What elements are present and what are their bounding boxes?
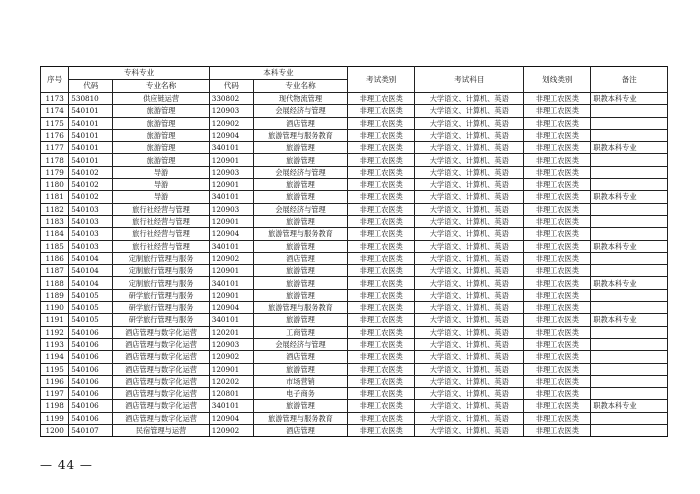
table-header bbox=[41, 67, 668, 93]
cell-line-type: 非理工农医类 bbox=[524, 302, 591, 314]
cell-exam-type: 非理工农医类 bbox=[348, 289, 415, 301]
cell-benke-code: 120904 bbox=[209, 228, 253, 240]
cell-exam-type: 非理工农医类 bbox=[348, 105, 415, 117]
cell-zhuanke-code: 540102 bbox=[69, 179, 113, 191]
cell-zhuanke-name: 酒店管理与数字化运营 bbox=[113, 388, 209, 400]
cell-zhuanke-code: 540102 bbox=[69, 166, 113, 178]
cell-exam-type: 非理工农医类 bbox=[348, 252, 415, 264]
cell-benke-name: 会展经济与管理 bbox=[253, 105, 347, 117]
cell-seq: 1179 bbox=[41, 166, 69, 178]
cell-seq: 1184 bbox=[41, 228, 69, 240]
table-row bbox=[41, 179, 668, 191]
cell-remark bbox=[591, 252, 668, 264]
table-row bbox=[41, 400, 668, 412]
cell-benke-code: 120901 bbox=[209, 215, 253, 227]
cell-remark bbox=[591, 265, 668, 277]
table-row bbox=[41, 93, 668, 105]
cell-benke-code: 120903 bbox=[209, 166, 253, 178]
table-row bbox=[41, 326, 668, 338]
cell-benke-code: 120904 bbox=[209, 302, 253, 314]
cell-benke-code: 120901 bbox=[209, 179, 253, 191]
cell-seq: 1180 bbox=[41, 179, 69, 191]
cell-zhuanke-code: 540101 bbox=[69, 105, 113, 117]
cell-line-type: 非理工农医类 bbox=[524, 338, 591, 350]
cell-exam-type: 非理工农医类 bbox=[348, 203, 415, 215]
cell-line-type: 非理工农医类 bbox=[524, 228, 591, 240]
cell-zhuanke-code: 540103 bbox=[69, 203, 113, 215]
cell-line-type: 非理工农医类 bbox=[524, 240, 591, 252]
table-body bbox=[41, 93, 668, 437]
cell-exam-type: 非理工农医类 bbox=[348, 142, 415, 154]
table-row bbox=[41, 203, 668, 215]
cell-line-type: 非理工农医类 bbox=[524, 203, 591, 215]
table-row bbox=[41, 412, 668, 424]
cell-remark bbox=[591, 388, 668, 400]
cell-zhuanke-code: 540101 bbox=[69, 154, 113, 166]
cell-exam-type: 非理工农医类 bbox=[348, 277, 415, 289]
cell-zhuanke-name: 研学旅行管理与服务 bbox=[113, 314, 209, 326]
cell-benke-code: 120901 bbox=[209, 154, 253, 166]
cell-remark bbox=[591, 203, 668, 215]
cell-zhuanke-code: 540104 bbox=[69, 252, 113, 264]
cell-remark bbox=[591, 166, 668, 178]
cell-line-type: 非理工农医类 bbox=[524, 289, 591, 301]
cell-zhuanke-code: 540101 bbox=[69, 142, 113, 154]
cell-benke-name: 旅游管理 bbox=[253, 314, 347, 326]
cell-zhuanke-name: 酒店管理与数字化运营 bbox=[113, 351, 209, 363]
cell-exam-type: 非理工农医类 bbox=[348, 302, 415, 314]
table-row bbox=[41, 129, 668, 141]
cell-seq: 1178 bbox=[41, 154, 69, 166]
cell-zhuanke-code: 540103 bbox=[69, 228, 113, 240]
cell-remark bbox=[591, 117, 668, 129]
table-row bbox=[41, 228, 668, 240]
cell-seq: 1173 bbox=[41, 93, 69, 105]
cell-zhuanke-code: 540103 bbox=[69, 215, 113, 227]
cell-exam-subjects: 大学语文、计算机、英语 bbox=[415, 351, 524, 363]
cell-exam-subjects: 大学语文、计算机、英语 bbox=[415, 338, 524, 350]
cell-exam-type: 非理工农医类 bbox=[348, 129, 415, 141]
cell-zhuanke-name: 酒店管理与数字化运营 bbox=[113, 326, 209, 338]
cell-remark bbox=[591, 363, 668, 375]
cell-line-type: 非理工农医类 bbox=[524, 117, 591, 129]
cell-exam-type: 非理工农医类 bbox=[348, 265, 415, 277]
cell-zhuanke-code: 540106 bbox=[69, 351, 113, 363]
cell-line-type: 非理工农医类 bbox=[524, 314, 591, 326]
cell-line-type: 非理工农医类 bbox=[524, 142, 591, 154]
cell-remark: 职教本科专业 bbox=[591, 277, 668, 289]
cell-zhuanke-name: 酒店管理与数字化运营 bbox=[113, 338, 209, 350]
cell-remark: 职教本科专业 bbox=[591, 240, 668, 252]
cell-zhuanke-name: 旅行社经营与管理 bbox=[113, 228, 209, 240]
cell-benke-name: 旅游管理与服务教育 bbox=[253, 302, 347, 314]
table-row bbox=[41, 375, 668, 387]
cell-exam-type: 非理工农医类 bbox=[348, 314, 415, 326]
table-row bbox=[41, 166, 668, 178]
cell-exam-subjects: 大学语文、计算机、英语 bbox=[415, 240, 524, 252]
cell-zhuanke-name: 研学旅行管理与服务 bbox=[113, 289, 209, 301]
cell-remark: 职教本科专业 bbox=[591, 191, 668, 203]
cell-line-type: 非理工农医类 bbox=[524, 215, 591, 227]
cell-benke-code: 120902 bbox=[209, 425, 253, 437]
table-row bbox=[41, 425, 668, 437]
cell-zhuanke-name: 研学旅行管理与服务 bbox=[113, 302, 209, 314]
cell-exam-subjects: 大学语文、计算机、英语 bbox=[415, 129, 524, 141]
cell-remark bbox=[591, 412, 668, 424]
cell-seq: 1195 bbox=[41, 363, 69, 375]
table-row bbox=[41, 277, 668, 289]
cell-exam-subjects: 大学语文、计算机、英语 bbox=[415, 154, 524, 166]
cell-exam-subjects: 大学语文、计算机、英语 bbox=[415, 179, 524, 191]
cell-exam-subjects: 大学语文、计算机、英语 bbox=[415, 425, 524, 437]
cell-exam-subjects: 大学语文、计算机、英语 bbox=[415, 215, 524, 227]
cell-seq: 1185 bbox=[41, 240, 69, 252]
cell-zhuanke-code: 540104 bbox=[69, 265, 113, 277]
cell-zhuanke-name: 定制旅行管理与服务 bbox=[113, 252, 209, 264]
cell-line-type: 非理工农医类 bbox=[524, 129, 591, 141]
cell-zhuanke-name: 旅行社经营与管理 bbox=[113, 203, 209, 215]
header-benke: 本科专业 bbox=[209, 67, 347, 80]
cell-remark bbox=[591, 289, 668, 301]
cell-remark bbox=[591, 326, 668, 338]
cell-exam-type: 非理工农医类 bbox=[348, 228, 415, 240]
cell-benke-name: 会展经济与管理 bbox=[253, 203, 347, 215]
table-row bbox=[41, 289, 668, 301]
cell-seq: 1196 bbox=[41, 375, 69, 387]
cell-exam-type: 非理工农医类 bbox=[348, 166, 415, 178]
cell-benke-name: 旅游管理 bbox=[253, 240, 347, 252]
cell-exam-type: 非理工农医类 bbox=[348, 154, 415, 166]
cell-exam-subjects: 大学语文、计算机、英语 bbox=[415, 277, 524, 289]
header-exam-subjects: 考试科目 bbox=[415, 67, 524, 93]
cell-exam-subjects: 大学语文、计算机、英语 bbox=[415, 363, 524, 375]
header-zhuanke-code: 代码 bbox=[69, 80, 113, 93]
cell-remark: 职教本科专业 bbox=[591, 400, 668, 412]
cell-seq: 1198 bbox=[41, 400, 69, 412]
cell-seq: 1187 bbox=[41, 265, 69, 277]
cell-exam-subjects: 大学语文、计算机、英语 bbox=[415, 289, 524, 301]
cell-benke-name: 旅游管理与服务教育 bbox=[253, 228, 347, 240]
cell-exam-type: 非理工农医类 bbox=[348, 425, 415, 437]
cell-seq: 1181 bbox=[41, 191, 69, 203]
cell-exam-type: 非理工农医类 bbox=[348, 363, 415, 375]
cell-zhuanke-name: 旅游管理 bbox=[113, 117, 209, 129]
cell-benke-name: 酒店管理 bbox=[253, 351, 347, 363]
cell-line-type: 非理工农医类 bbox=[524, 265, 591, 277]
cell-seq: 1199 bbox=[41, 412, 69, 424]
table-row bbox=[41, 105, 668, 117]
cell-exam-type: 非理工农医类 bbox=[348, 338, 415, 350]
cell-zhuanke-code: 540105 bbox=[69, 302, 113, 314]
cell-zhuanke-code: 540106 bbox=[69, 400, 113, 412]
header-remark: 备注 bbox=[591, 67, 668, 93]
cell-line-type: 非理工农医类 bbox=[524, 252, 591, 264]
cell-zhuanke-name: 旅游管理 bbox=[113, 105, 209, 117]
cell-zhuanke-name: 旅行社经营与管理 bbox=[113, 240, 209, 252]
cell-benke-name: 旅游管理 bbox=[253, 289, 347, 301]
cell-line-type: 非理工农医类 bbox=[524, 105, 591, 117]
cell-benke-name: 工商管理 bbox=[253, 326, 347, 338]
cell-zhuanke-name: 酒店管理与数字化运营 bbox=[113, 400, 209, 412]
cell-zhuanke-code: 540106 bbox=[69, 375, 113, 387]
cell-line-type: 非理工农医类 bbox=[524, 93, 591, 105]
cell-benke-name: 酒店管理 bbox=[253, 425, 347, 437]
table-row bbox=[41, 351, 668, 363]
table-row bbox=[41, 265, 668, 277]
cell-seq: 1188 bbox=[41, 277, 69, 289]
cell-zhuanke-code: 540106 bbox=[69, 326, 113, 338]
cell-zhuanke-name: 供应链运营 bbox=[113, 93, 209, 105]
cell-line-type: 非理工农医类 bbox=[524, 363, 591, 375]
cell-benke-code: 340101 bbox=[209, 142, 253, 154]
cell-remark bbox=[591, 375, 668, 387]
cell-exam-subjects: 大学语文、计算机、英语 bbox=[415, 412, 524, 424]
cell-remark bbox=[591, 105, 668, 117]
cell-line-type: 非理工农医类 bbox=[524, 166, 591, 178]
cell-zhuanke-code: 540107 bbox=[69, 425, 113, 437]
cell-exam-type: 非理工农医类 bbox=[348, 93, 415, 105]
cell-remark bbox=[591, 154, 668, 166]
cell-remark bbox=[591, 129, 668, 141]
cell-zhuanke-name: 酒店管理与数字化运营 bbox=[113, 363, 209, 375]
cell-seq: 1186 bbox=[41, 252, 69, 264]
cell-benke-code: 340101 bbox=[209, 240, 253, 252]
cell-line-type: 非理工农医类 bbox=[524, 326, 591, 338]
table-row bbox=[41, 240, 668, 252]
cell-exam-subjects: 大学语文、计算机、英语 bbox=[415, 375, 524, 387]
cell-line-type: 非理工农医类 bbox=[524, 412, 591, 424]
cell-exam-subjects: 大学语文、计算机、英语 bbox=[415, 400, 524, 412]
cell-seq: 1194 bbox=[41, 351, 69, 363]
cell-benke-code: 120904 bbox=[209, 129, 253, 141]
cell-zhuanke-name: 旅游管理 bbox=[113, 129, 209, 141]
cell-remark: 职教本科专业 bbox=[591, 314, 668, 326]
cell-benke-name: 酒店管理 bbox=[253, 252, 347, 264]
cell-seq: 1189 bbox=[41, 289, 69, 301]
cell-seq: 1192 bbox=[41, 326, 69, 338]
cell-benke-code: 120902 bbox=[209, 252, 253, 264]
cell-benke-code: 120902 bbox=[209, 351, 253, 363]
cell-seq: 1193 bbox=[41, 338, 69, 350]
cell-exam-type: 非理工农医类 bbox=[348, 117, 415, 129]
cell-line-type: 非理工农医类 bbox=[524, 375, 591, 387]
cell-benke-name: 旅游管理与服务教育 bbox=[253, 129, 347, 141]
cell-zhuanke-name: 旅游管理 bbox=[113, 154, 209, 166]
cell-line-type: 非理工农医类 bbox=[524, 154, 591, 166]
cell-seq: 1182 bbox=[41, 203, 69, 215]
cell-benke-name: 酒店管理 bbox=[253, 117, 347, 129]
cell-zhuanke-code: 540106 bbox=[69, 388, 113, 400]
cell-exam-subjects: 大学语文、计算机、英语 bbox=[415, 302, 524, 314]
cell-remark bbox=[591, 179, 668, 191]
cell-zhuanke-name: 导游 bbox=[113, 191, 209, 203]
header-seq: 序号 bbox=[41, 67, 69, 93]
cell-seq: 1177 bbox=[41, 142, 69, 154]
cell-exam-subjects: 大学语文、计算机、英语 bbox=[415, 314, 524, 326]
cell-benke-name: 旅游管理 bbox=[253, 277, 347, 289]
cell-benke-code: 120904 bbox=[209, 412, 253, 424]
cell-exam-subjects: 大学语文、计算机、英语 bbox=[415, 93, 524, 105]
cell-remark bbox=[591, 215, 668, 227]
cell-remark bbox=[591, 302, 668, 314]
cell-seq: 1174 bbox=[41, 105, 69, 117]
header-benke-code: 代码 bbox=[209, 80, 253, 93]
cell-remark bbox=[591, 338, 668, 350]
cell-benke-code: 340101 bbox=[209, 191, 253, 203]
header-line-type: 划线类别 bbox=[524, 67, 591, 93]
page-number: — 44 — bbox=[40, 458, 93, 472]
cell-exam-subjects: 大学语文、计算机、英语 bbox=[415, 388, 524, 400]
cell-benke-name: 旅游管理 bbox=[253, 400, 347, 412]
cell-benke-name: 旅游管理 bbox=[253, 154, 347, 166]
cell-exam-type: 非理工农医类 bbox=[348, 412, 415, 424]
cell-zhuanke-code: 540106 bbox=[69, 412, 113, 424]
cell-line-type: 非理工农医类 bbox=[524, 191, 591, 203]
cell-benke-code: 120901 bbox=[209, 289, 253, 301]
cell-benke-name: 会展经济与管理 bbox=[253, 338, 347, 350]
cell-exam-type: 非理工农医类 bbox=[348, 400, 415, 412]
cell-benke-code: 120903 bbox=[209, 338, 253, 350]
cell-benke-name: 会展经济与管理 bbox=[253, 166, 347, 178]
cell-exam-subjects: 大学语文、计算机、英语 bbox=[415, 105, 524, 117]
major-mapping-table bbox=[40, 66, 668, 437]
cell-seq: 1191 bbox=[41, 314, 69, 326]
cell-benke-code: 120901 bbox=[209, 363, 253, 375]
table-row bbox=[41, 302, 668, 314]
cell-seq: 1183 bbox=[41, 215, 69, 227]
cell-zhuanke-name: 酒店管理与数字化运营 bbox=[113, 412, 209, 424]
cell-benke-code: 120901 bbox=[209, 265, 253, 277]
cell-benke-code: 120202 bbox=[209, 375, 253, 387]
cell-zhuanke-code: 540101 bbox=[69, 129, 113, 141]
cell-benke-name: 市场营销 bbox=[253, 375, 347, 387]
cell-exam-subjects: 大学语文、计算机、英语 bbox=[415, 228, 524, 240]
cell-zhuanke-name: 民宿管理与运营 bbox=[113, 425, 209, 437]
cell-zhuanke-name: 导游 bbox=[113, 166, 209, 178]
cell-exam-subjects: 大学语文、计算机、英语 bbox=[415, 265, 524, 277]
cell-zhuanke-name: 酒店管理与数字化运营 bbox=[113, 375, 209, 387]
table-row bbox=[41, 191, 668, 203]
cell-zhuanke-code: 540105 bbox=[69, 289, 113, 301]
cell-exam-type: 非理工农医类 bbox=[348, 388, 415, 400]
cell-exam-subjects: 大学语文、计算机、英语 bbox=[415, 203, 524, 215]
cell-zhuanke-code: 540104 bbox=[69, 277, 113, 289]
cell-zhuanke-name: 定制旅行管理与服务 bbox=[113, 265, 209, 277]
cell-benke-name: 旅游管理与服务教育 bbox=[253, 412, 347, 424]
cell-seq: 1197 bbox=[41, 388, 69, 400]
cell-exam-type: 非理工农医类 bbox=[348, 375, 415, 387]
cell-line-type: 非理工农医类 bbox=[524, 179, 591, 191]
cell-exam-subjects: 大学语文、计算机、英语 bbox=[415, 117, 524, 129]
header-zhuanke: 专科专业 bbox=[69, 67, 209, 80]
cell-zhuanke-code: 540106 bbox=[69, 363, 113, 375]
cell-benke-code: 120903 bbox=[209, 105, 253, 117]
cell-line-type: 非理工农医类 bbox=[524, 388, 591, 400]
cell-seq: 1176 bbox=[41, 129, 69, 141]
cell-exam-type: 非理工农医类 bbox=[348, 191, 415, 203]
header-benke-name: 专业名称 bbox=[253, 80, 347, 93]
cell-line-type: 非理工农医类 bbox=[524, 400, 591, 412]
cell-benke-code: 340101 bbox=[209, 400, 253, 412]
cell-remark bbox=[591, 228, 668, 240]
cell-zhuanke-name: 旅游管理 bbox=[113, 142, 209, 154]
header-zhuanke-name: 专业名称 bbox=[113, 80, 209, 93]
cell-benke-code: 120902 bbox=[209, 117, 253, 129]
cell-remark bbox=[591, 425, 668, 437]
table-row bbox=[41, 388, 668, 400]
cell-benke-code: 120903 bbox=[209, 203, 253, 215]
table-row bbox=[41, 117, 668, 129]
cell-exam-type: 非理工农医类 bbox=[348, 351, 415, 363]
table-row bbox=[41, 252, 668, 264]
cell-seq: 1175 bbox=[41, 117, 69, 129]
cell-exam-type: 非理工农医类 bbox=[348, 326, 415, 338]
table-row bbox=[41, 338, 668, 350]
cell-exam-subjects: 大学语文、计算机、英语 bbox=[415, 326, 524, 338]
cell-benke-name: 旅游管理 bbox=[253, 363, 347, 375]
cell-zhuanke-name: 定制旅行管理与服务 bbox=[113, 277, 209, 289]
cell-exam-subjects: 大学语文、计算机、英语 bbox=[415, 142, 524, 154]
cell-benke-code: 120201 bbox=[209, 326, 253, 338]
cell-remark: 职教本科专业 bbox=[591, 93, 668, 105]
cell-benke-name: 现代物流管理 bbox=[253, 93, 347, 105]
table-row bbox=[41, 363, 668, 375]
cell-line-type: 非理工农医类 bbox=[524, 277, 591, 289]
cell-exam-type: 非理工农医类 bbox=[348, 179, 415, 191]
cell-benke-name: 旅游管理 bbox=[253, 215, 347, 227]
cell-remark bbox=[591, 351, 668, 363]
cell-exam-subjects: 大学语文、计算机、英语 bbox=[415, 191, 524, 203]
cell-remark: 职教本科专业 bbox=[591, 142, 668, 154]
cell-zhuanke-name: 导游 bbox=[113, 179, 209, 191]
cell-benke-code: 340101 bbox=[209, 277, 253, 289]
cell-zhuanke-code: 540105 bbox=[69, 314, 113, 326]
header-exam-type: 考试类别 bbox=[348, 67, 415, 93]
cell-zhuanke-code: 540106 bbox=[69, 338, 113, 350]
table-row bbox=[41, 142, 668, 154]
cell-zhuanke-name: 旅行社经营与管理 bbox=[113, 215, 209, 227]
cell-exam-type: 非理工农医类 bbox=[348, 240, 415, 252]
cell-benke-name: 旅游管理 bbox=[253, 191, 347, 203]
cell-exam-subjects: 大学语文、计算机、英语 bbox=[415, 166, 524, 178]
cell-benke-name: 旅游管理 bbox=[253, 142, 347, 154]
cell-benke-code: 120801 bbox=[209, 388, 253, 400]
cell-line-type: 非理工农医类 bbox=[524, 351, 591, 363]
table-row bbox=[41, 215, 668, 227]
cell-seq: 1200 bbox=[41, 425, 69, 437]
cell-benke-name: 电子商务 bbox=[253, 388, 347, 400]
cell-line-type: 非理工农医类 bbox=[524, 425, 591, 437]
table-row bbox=[41, 314, 668, 326]
cell-benke-code: 340101 bbox=[209, 314, 253, 326]
cell-benke-name: 旅游管理 bbox=[253, 179, 347, 191]
table-row bbox=[41, 154, 668, 166]
cell-seq: 1190 bbox=[41, 302, 69, 314]
cell-exam-subjects: 大学语文、计算机、英语 bbox=[415, 252, 524, 264]
cell-benke-name: 旅游管理 bbox=[253, 265, 347, 277]
cell-exam-type: 非理工农医类 bbox=[348, 215, 415, 227]
cell-zhuanke-code: 530810 bbox=[69, 93, 113, 105]
cell-zhuanke-code: 540102 bbox=[69, 191, 113, 203]
cell-benke-code: 330802 bbox=[209, 93, 253, 105]
cell-zhuanke-code: 540101 bbox=[69, 117, 113, 129]
cell-zhuanke-code: 540103 bbox=[69, 240, 113, 252]
